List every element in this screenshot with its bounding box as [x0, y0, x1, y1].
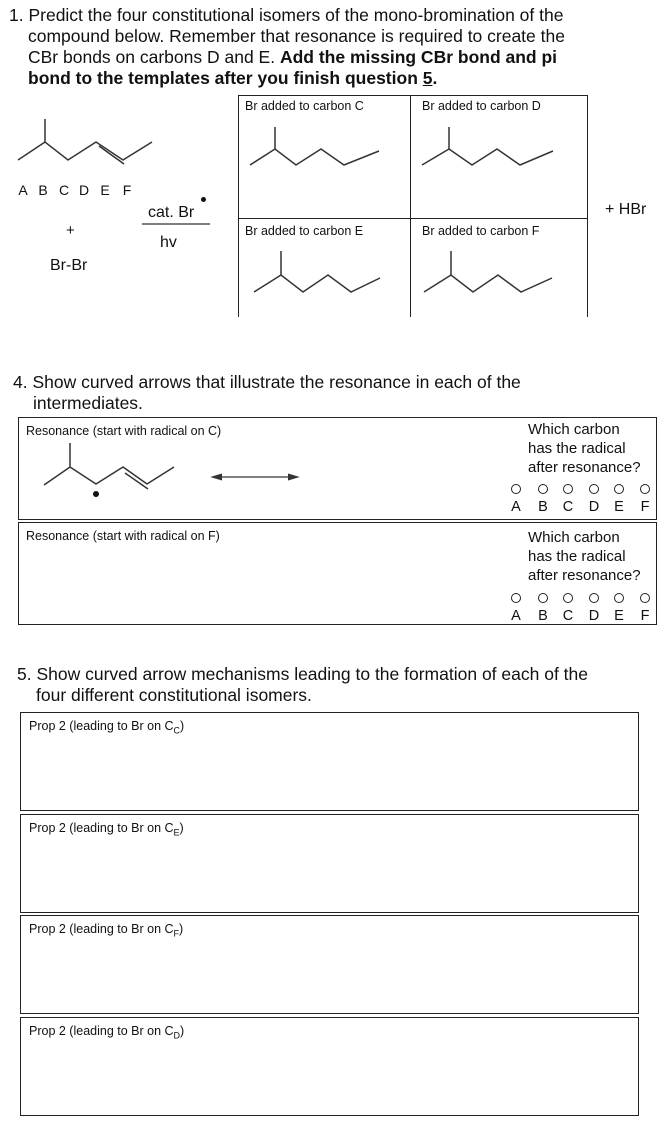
radio-label-c: C	[562, 499, 574, 515]
prop-f-prefix: Prop 2 (leading to Br on C	[29, 922, 174, 936]
prop-c-sub: C	[173, 725, 181, 736]
question-5-text	[17, 664, 588, 706]
which-line-2: has the radical	[528, 440, 626, 457]
radio-box2-d[interactable]	[589, 593, 599, 603]
q1-line-4-num: 5	[422, 68, 433, 88]
q5-line-2: four different constitutional isomers.	[36, 685, 312, 705]
which-carbon-question-1	[528, 420, 641, 477]
which-carbon-question-2	[528, 528, 641, 585]
bromine-reagent: Br-Br	[50, 257, 88, 274]
which-line-3b: after resonance?	[528, 567, 641, 584]
plus-sign: +	[66, 222, 75, 239]
q1-line-4-bold: bond to the templates after you finish question	[28, 68, 423, 88]
radio-label-e: E	[614, 499, 624, 515]
grid-label-carbon-f: Br added to carbon F	[422, 224, 540, 238]
prop-d-suffix: )	[180, 1024, 185, 1038]
hbr-byproduct: + HBr	[605, 201, 647, 218]
carbon-label-c: C	[58, 182, 70, 198]
radio-label-a: A	[511, 499, 521, 515]
prop-e-sub: E	[173, 827, 180, 838]
prop-f-suffix: )	[179, 922, 184, 936]
carbon-label-d: D	[78, 182, 90, 198]
resonance-caption-c: Resonance (start with radical on C)	[26, 424, 222, 438]
q5-line-1: 5. Show curved arrow mechanisms leading to the formation of each of the	[17, 664, 588, 684]
prop-caption-e	[29, 821, 184, 838]
radio-label-a2: A	[511, 608, 521, 624]
radio-box1-e[interactable]	[614, 484, 624, 494]
prop-e-prefix: Prop 2 (leading to Br on C	[29, 821, 174, 835]
radio-label-f2: F	[640, 608, 650, 624]
radio-label-b2: B	[538, 608, 548, 624]
prop-caption-c	[29, 719, 184, 736]
radio-box1-f[interactable]	[640, 484, 650, 494]
radio-label-c2: C	[562, 608, 574, 624]
q4-line-1: 4. Show curved arrows that illustrate the resonance in each of the	[13, 372, 521, 392]
radio-box2-c[interactable]	[563, 593, 573, 603]
grid-label-carbon-d: Br added to carbon D	[422, 99, 541, 113]
radio-label-e2: E	[614, 608, 624, 624]
radical-dot-icon	[93, 491, 99, 497]
radio-box2-a[interactable]	[511, 593, 521, 603]
radio-box1-a[interactable]	[511, 484, 521, 494]
radio-label-d2: D	[588, 608, 600, 624]
prop-f-sub: F	[173, 928, 180, 939]
carbon-label-b: B	[38, 182, 48, 198]
radio-box1-b[interactable]	[538, 484, 548, 494]
prop-caption-d	[29, 1024, 184, 1041]
grid-label-carbon-e: Br added to carbon E	[245, 224, 364, 238]
catalyst-label: cat. Br	[148, 204, 195, 221]
radio-box2-b[interactable]	[538, 593, 548, 603]
radio-box1-c[interactable]	[563, 484, 573, 494]
q1-line-2: compound below. Remember that resonance is required to create the	[28, 26, 565, 46]
q1-line-4-end: .	[432, 68, 438, 88]
resonance-caption-f: Resonance (start with radical on F)	[26, 529, 220, 543]
carbon-label-f: F	[122, 182, 132, 198]
q4-line-2: intermediates.	[33, 393, 143, 413]
carbon-label-e: E	[100, 182, 110, 198]
q1-line-1: 1. Predict the four constitutional isomers of the mono-bromination of the	[9, 5, 564, 25]
prop-d-sub: D	[173, 1030, 181, 1041]
q1-line-3-plain: CBr bonds on carbons D and E.	[28, 47, 280, 67]
prop-d-prefix: Prop 2 (leading to Br on C	[29, 1024, 174, 1038]
radio-label-f: F	[640, 499, 650, 515]
which-line-1b: Which carbon	[528, 529, 620, 546]
prop-caption-f	[29, 922, 183, 939]
carbon-label-a: A	[18, 182, 28, 198]
prop-c-prefix: Prop 2 (leading to Br on C	[29, 719, 174, 733]
light-condition-label: hv	[160, 234, 177, 251]
radio-box2-f[interactable]	[640, 593, 650, 603]
q1-line-3-bold: Add the missing CBr bond and pi	[279, 47, 558, 67]
prop-e-suffix: )	[179, 821, 184, 835]
prop-c-suffix: )	[180, 719, 185, 733]
radio-label-b: B	[538, 499, 548, 515]
radio-label-d: D	[588, 499, 600, 515]
grid-label-carbon-c: Br added to carbon C	[245, 99, 364, 113]
radio-box1-d[interactable]	[589, 484, 599, 494]
which-line-1: Which carbon	[528, 421, 620, 438]
which-line-3: after resonance?	[528, 459, 641, 476]
radio-box2-e[interactable]	[614, 593, 624, 603]
which-line-2b: has the radical	[528, 548, 626, 565]
